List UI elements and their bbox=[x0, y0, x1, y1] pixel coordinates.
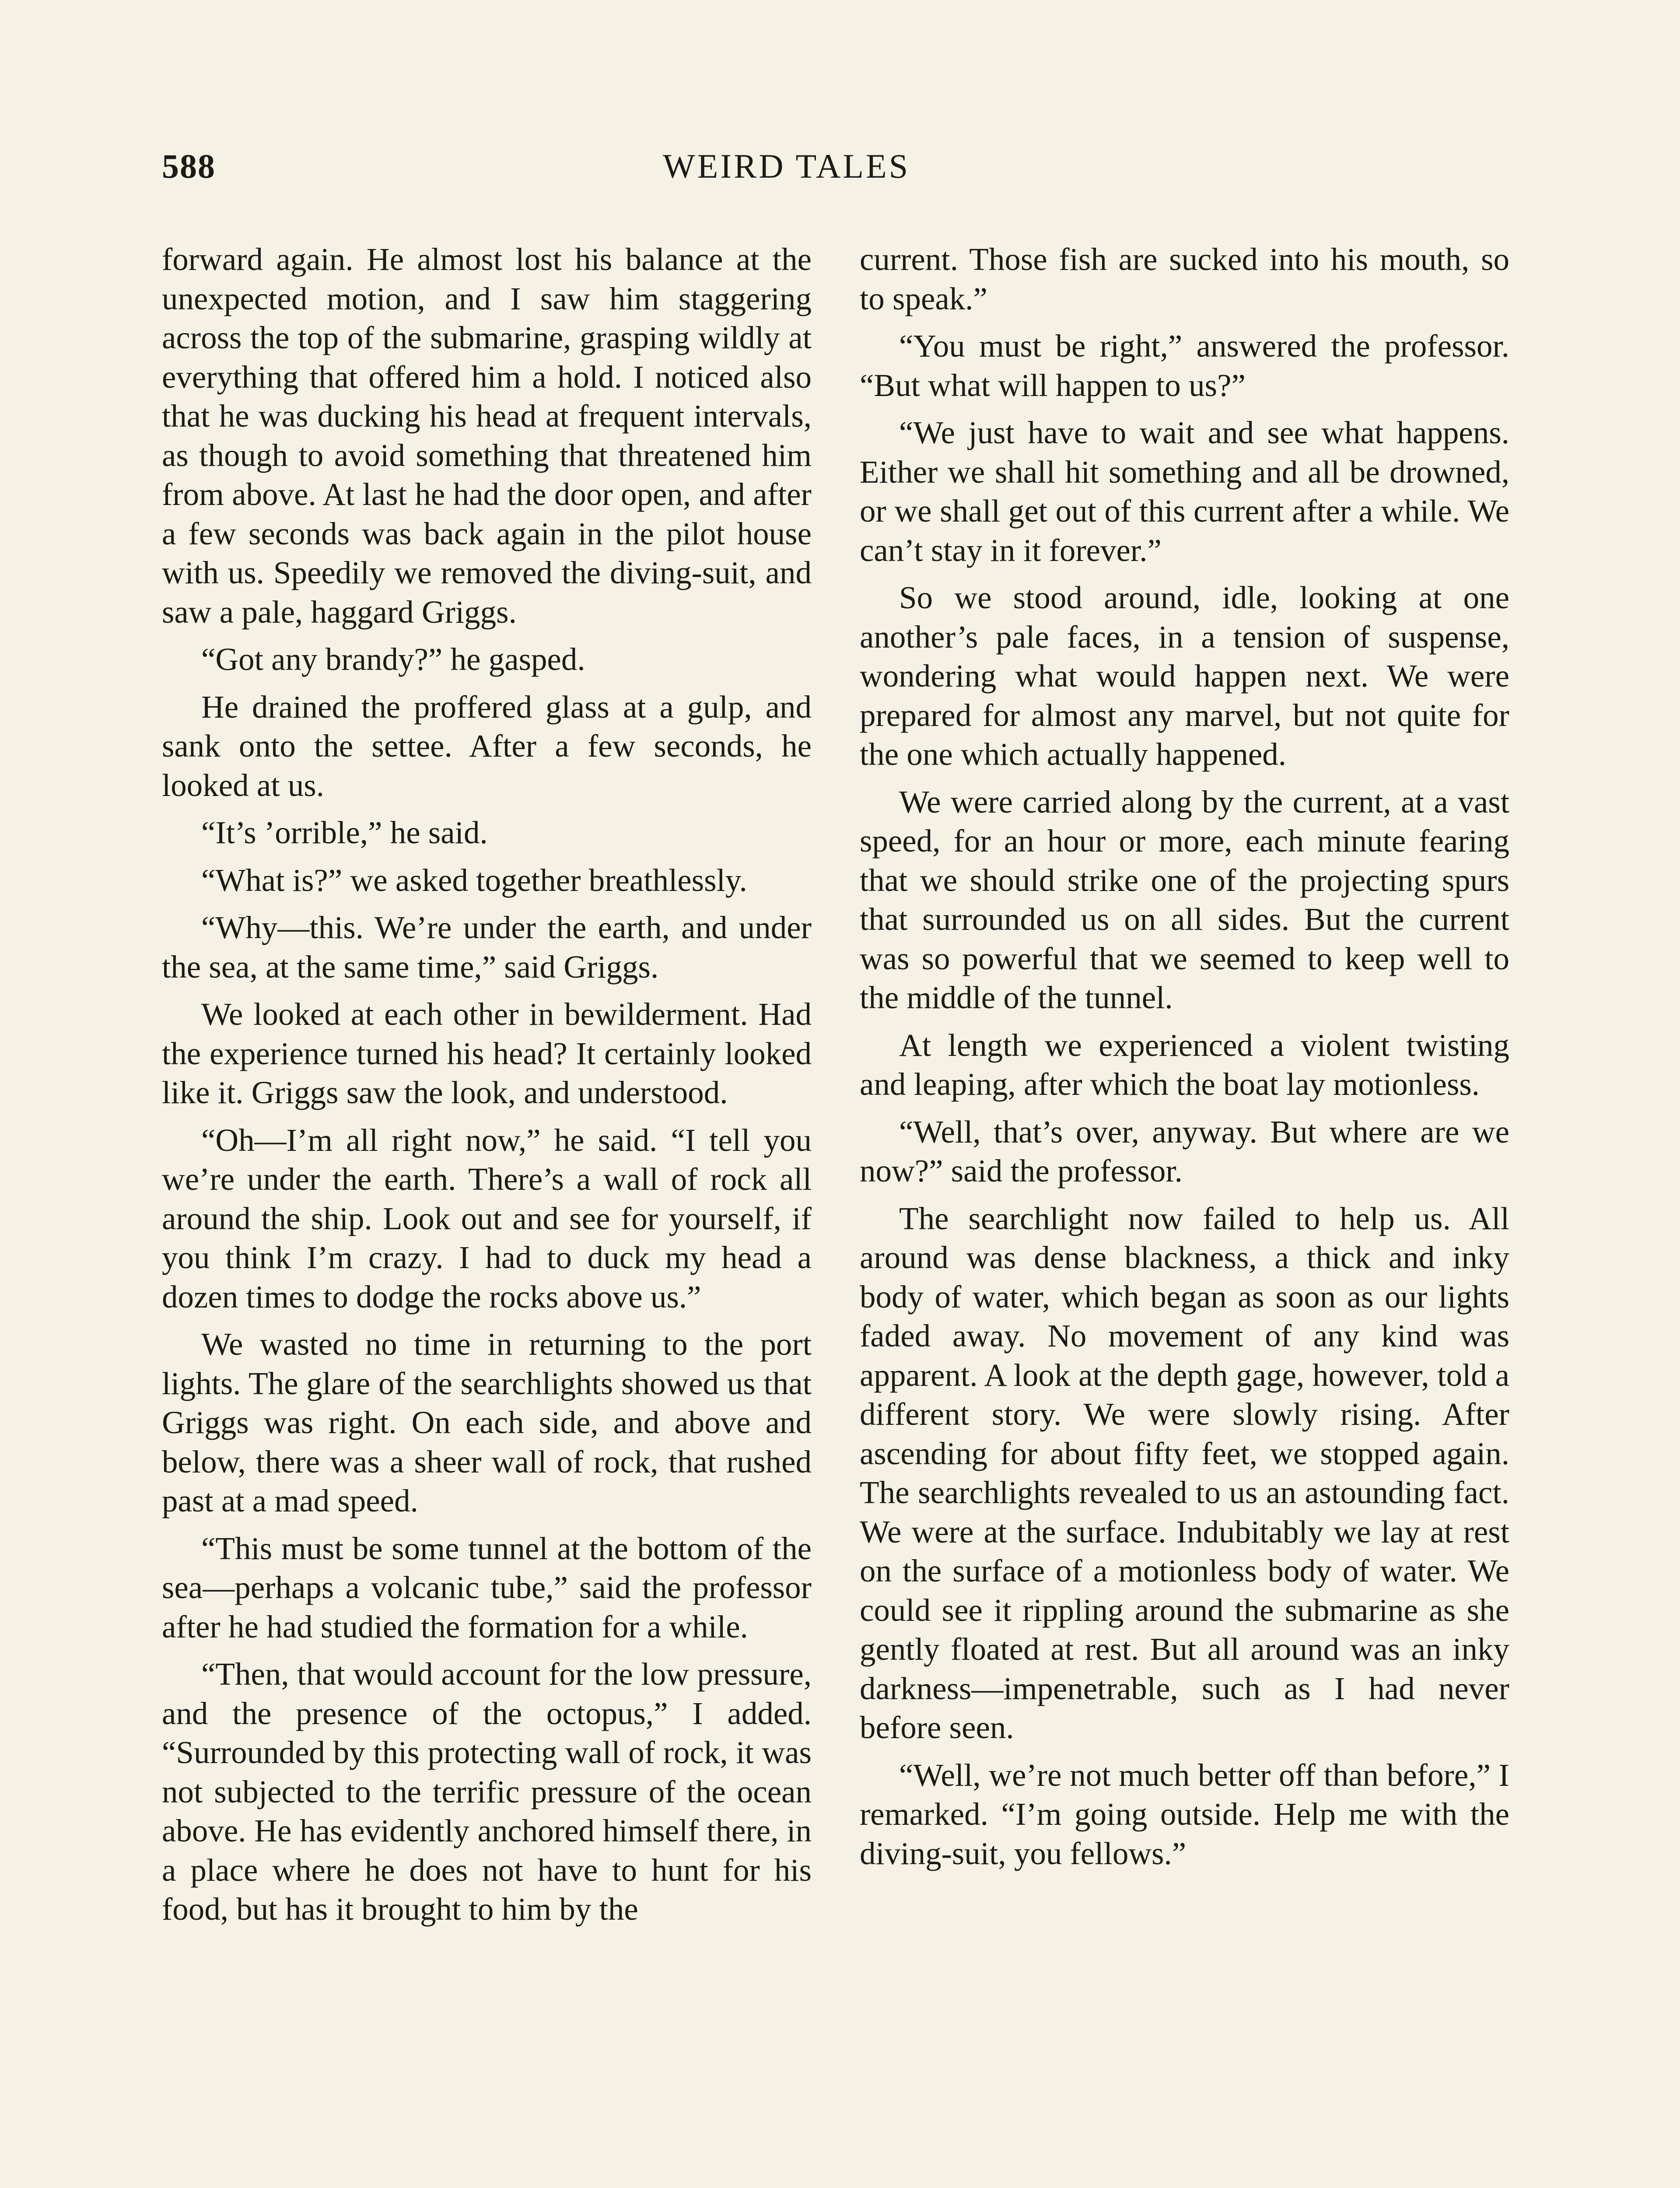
paragraph: He drained the proffered glass at a gulp, and sank onto the settee. After a few seconds, he looked at us. bbox=[162, 689, 812, 803]
paragraph: So we stood around, idle, looking at one another’s pale faces, in a tension of suspense, wondering what would happen next. We were prepared for almost any marvel, but not quite for the one which actually happened. bbox=[860, 580, 1509, 772]
running-title: WEIRD TALES bbox=[663, 147, 910, 185]
page-header bbox=[162, 147, 1518, 208]
paragraph: “Then, that would account for the low pressure, and the presence of the octopus,” I added. “Surrounded by this protecting wall of rock, it was not subjected to the terrific pressure of the ocean above. He has evidently anchored himself there, in a place where he does not have to hunt for his food, but has it brought to him by the bbox=[162, 1656, 812, 1927]
paragraph: “Oh—I’m all right now,” he said. “I tell you we’re under the earth. There’s a wall of rock all around the ship. Look out and see for yourself, if you think I’m crazy. I had to duck my head a dozen times to dodge the rocks above us.” bbox=[162, 1122, 812, 1315]
page-number: 588 bbox=[162, 147, 216, 185]
paragraph: forward again. He almost lost his balance at the unexpected motion, and I saw him staggering across the top of the submarine, grasping wildly at everything that offered him a hold. I noticed also that he was ducking his head at frequent intervals, as though to avoid something that threatened him from above. At last he had the door open, and after a few seconds was back again in the pilot house with us. Speedily we removed the diving-suit, and saw a pale, haggard Griggs. bbox=[162, 242, 812, 630]
paragraph: “Got any brandy?” he gasped. bbox=[201, 642, 585, 677]
left-column bbox=[162, 240, 812, 1937]
paragraph: “You must be right,” answered the professor. “But what will happen to us?” bbox=[860, 328, 1509, 403]
paragraph: current. Those fish are sucked into his mouth, so to speak.” bbox=[860, 242, 1509, 316]
paragraph: “Well, that’s over, anyway. But where are we now?” said the professor. bbox=[860, 1114, 1509, 1189]
paragraph: At length we experienced a violent twisting and leaping, after which the boat lay motionless. bbox=[860, 1027, 1509, 1102]
right-column bbox=[860, 240, 1509, 1881]
paragraph: “We just have to wait and see what happens. Either we shall hit something and all be drowned, or we shall get out of this current after a while. We can’t stay in it forever.” bbox=[860, 415, 1509, 568]
paragraph: “Well, we’re not much better off than before,” I remarked. “I’m going outside. Help me with the diving-suit, you fellows.” bbox=[860, 1757, 1509, 1871]
paragraph: We looked at each other in bewilderment. Had the experience turned his head? It certainly looked like it. Griggs saw the look, and understood. bbox=[162, 996, 812, 1110]
paragraph: “Why—this. We’re under the earth, and under the sea, at the same time,” said Griggs. bbox=[162, 910, 812, 985]
paragraph: We were carried along by the current, at a vast speed, for an hour or more, each minute fearing that we should strike one of the projecting spurs that surrounded us on all sides. But the current was so powerful that we seemed to keep well to the middle of the tunnel. bbox=[860, 784, 1509, 1015]
paragraph: We wasted no time in returning to the port lights. The glare of the searchlights showed us that Griggs was right. On each side, and above and below, there was a sheer wall of rock, that rushed past at a mad speed. bbox=[162, 1326, 812, 1518]
paragraph: “What is?” we asked together breathlessly. bbox=[201, 862, 747, 898]
paragraph: “This must be some tunnel at the bottom of the sea—perhaps a volcanic tube,” said the professor after he had studied the formation for a while. bbox=[162, 1530, 812, 1645]
paragraph: The searchlight now failed to help us. All around was dense blackness, a thick and inky body of water, which began as soon as our lights faded away. No movement of any kind was apparent. A look at the depth gage, however, told a different story. We were slowly rising. After ascending for about fifty feet, we stopped again. The searchlights revealed to us an astounding fact. We were at the surface. Indubitably we lay at rest on the surface of a motionless body of water. We could see it rippling around the submarine as she gently floated at rest. But all around was an inky darkness—impenetrable, such as I had never before seen. bbox=[860, 1200, 1509, 1745]
paragraph: “It’s ’orrible,” he said. bbox=[201, 815, 488, 850]
